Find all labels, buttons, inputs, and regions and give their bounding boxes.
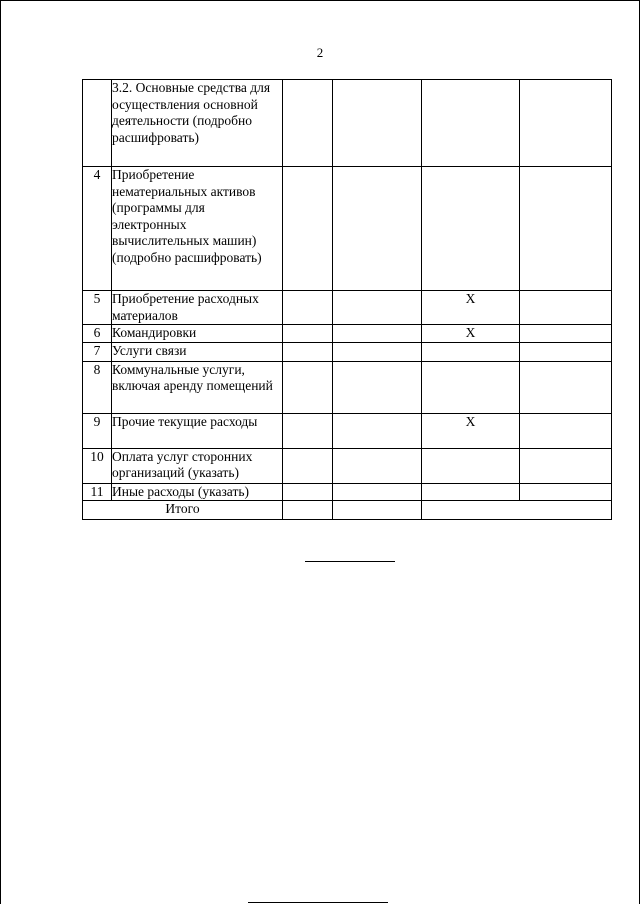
value-cell <box>333 483 422 501</box>
value-cell <box>520 291 612 325</box>
row-label: Услуги связи <box>112 342 283 361</box>
row-number: 10 <box>83 448 112 483</box>
value-cell <box>520 448 612 483</box>
value-cell <box>283 448 333 483</box>
table-row <box>83 413 612 448</box>
value-cell <box>283 291 333 325</box>
row-label: Иные расходы (указать) <box>112 483 283 501</box>
table-row <box>83 291 612 325</box>
value-cell <box>283 413 333 448</box>
table-row <box>83 80 612 167</box>
value-cell <box>283 483 333 501</box>
row-label: Оплата услуг сторонних организаций (указать) <box>112 448 283 483</box>
total-value-cell <box>422 501 612 520</box>
bottom-rule <box>248 902 388 903</box>
row-number: 4 <box>83 167 112 291</box>
table-row <box>83 483 612 501</box>
total-value-cell <box>333 501 422 520</box>
value-cell <box>520 413 612 448</box>
signature-line <box>305 561 395 562</box>
row-label: Приобретение расходных материалов <box>112 291 283 325</box>
value-cell <box>333 342 422 361</box>
row-label: Командировки <box>112 325 283 343</box>
value-cell <box>520 483 612 501</box>
value-cell <box>283 342 333 361</box>
value-cell <box>333 325 422 343</box>
value-cell <box>333 448 422 483</box>
value-cell <box>520 361 612 413</box>
value-cell <box>283 325 333 343</box>
table-row <box>83 342 612 361</box>
value-cell <box>283 80 333 167</box>
table-row <box>83 448 612 483</box>
row-label: 3.2. Основные средства для осуществления основной деятельности (подробно расшифровать) <box>112 80 283 167</box>
value-cell: X <box>422 291 520 325</box>
value-cell <box>422 80 520 167</box>
table-row <box>83 167 612 291</box>
value-cell <box>422 483 520 501</box>
value-cell: X <box>422 413 520 448</box>
value-cell <box>333 80 422 167</box>
value-cell <box>520 80 612 167</box>
value-cell <box>422 342 520 361</box>
row-number: 7 <box>83 342 112 361</box>
row-number <box>83 80 112 167</box>
row-number: 6 <box>83 325 112 343</box>
value-cell <box>333 413 422 448</box>
budget-table <box>82 79 612 520</box>
row-label: Приобретение нематериальных активов (программы для электронных вычислительных машин) (подробно расшифровать) <box>112 167 283 291</box>
total-label: Итого <box>83 501 283 520</box>
value-cell <box>283 167 333 291</box>
row-label: Коммунальные услуги, включая аренду помещений <box>112 361 283 413</box>
value-cell <box>283 361 333 413</box>
total-value-cell <box>283 501 333 520</box>
total-row <box>83 501 612 520</box>
value-cell <box>520 325 612 343</box>
value-cell <box>422 167 520 291</box>
value-cell <box>520 167 612 291</box>
value-cell <box>422 361 520 413</box>
row-label: Прочие текущие расходы <box>112 413 283 448</box>
value-cell <box>333 167 422 291</box>
value-cell <box>422 448 520 483</box>
row-number: 8 <box>83 361 112 413</box>
page-number: 2 <box>316 45 324 60</box>
table-row <box>83 325 612 343</box>
value-cell <box>333 361 422 413</box>
row-number: 9 <box>83 413 112 448</box>
row-number: 5 <box>83 291 112 325</box>
value-cell <box>333 291 422 325</box>
table-row <box>83 361 612 413</box>
row-number: 11 <box>83 483 112 501</box>
value-cell <box>520 342 612 361</box>
value-cell: X <box>422 325 520 343</box>
